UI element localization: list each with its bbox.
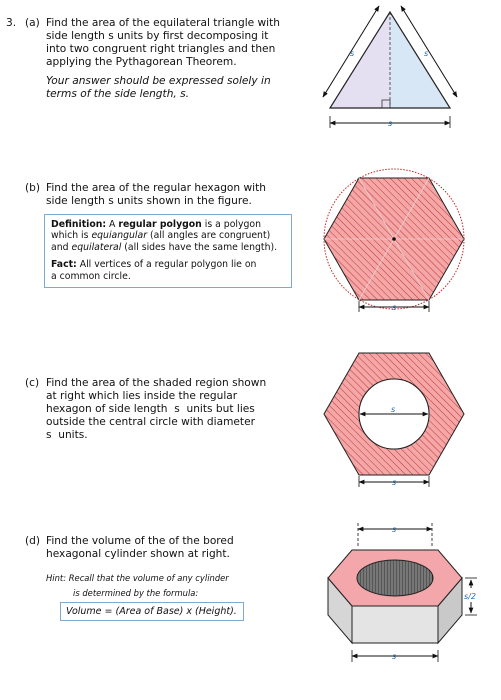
hint-line-1 <box>46 573 229 584</box>
fact-line-1 <box>51 259 291 270</box>
hint-label: Hint: <box>46 573 67 583</box>
diameter-label: s <box>391 405 396 414</box>
prism-front-face <box>352 606 438 643</box>
fact-line-2: a common circle. <box>51 270 131 282</box>
part-c-line: at right which lies inside the regular <box>46 390 238 402</box>
hint-line-2: is determined by the formula: <box>73 588 199 598</box>
part-b-label: (b) <box>25 182 40 194</box>
definition-text: A <box>109 219 116 230</box>
definition-line-3 <box>51 242 291 253</box>
height-label: s/2 <box>464 592 476 601</box>
part-a-label: (a) <box>25 17 40 29</box>
equilateral-triangle-figure <box>320 0 460 130</box>
hint-text: Recall that the volume of any cylinder <box>68 573 229 583</box>
part-d-line: Find the volume of the of the bored <box>46 535 234 547</box>
side-right-label: s <box>424 49 429 58</box>
definition-line-2 <box>51 230 291 241</box>
part-a-note-line: Your answer should be expressed solely in <box>46 75 271 87</box>
problem-number: 3. <box>6 17 17 29</box>
center-point <box>392 237 396 241</box>
part-a-line: side length s units by first decomposing it <box>46 30 269 42</box>
fact-heading: Fact: <box>51 259 77 271</box>
side-left-label: s <box>350 49 355 58</box>
hexagon-with-circle-figure <box>318 345 478 505</box>
part-c-label: (c) <box>25 377 40 389</box>
formula-text: Volume = (Area of Base) x (Height). <box>66 606 237 617</box>
base-label: s <box>392 478 397 487</box>
bore-hole <box>357 560 433 596</box>
equilateral-term: equilateral <box>71 241 122 253</box>
definition-text: (all angles are congruent) <box>150 230 271 242</box>
regular-polygon-term: regular polygon <box>118 219 202 230</box>
part-a-note-line: terms of the side length, s. <box>46 88 190 100</box>
part-b-line: Find the area of the regular hexagon with <box>46 182 266 194</box>
base-label: s <box>392 303 397 312</box>
part-c-line: outside the central circle with diameter <box>46 416 255 428</box>
top-label: s <box>392 525 397 534</box>
part-a-line: applying the Pythagorean Theorem. <box>46 56 237 68</box>
part-c-line: Find the area of the shaded region shown <box>46 377 267 389</box>
base-label: s <box>388 119 393 128</box>
part-d-label: (d) <box>25 535 40 547</box>
part-b-line: side length s units shown in the figure. <box>46 195 252 207</box>
part-c-line: s units. <box>46 429 88 441</box>
definition-heading: Definition: <box>51 219 107 230</box>
definition-line-1 <box>51 219 291 230</box>
bottom-label: s <box>392 652 397 661</box>
part-a-line: into two congruent right triangles and then <box>46 43 276 55</box>
definition-text: which is <box>51 230 89 242</box>
part-a-line: Find the area of the equilateral triangle with <box>46 17 280 29</box>
definition-text: (all sides have the same length). <box>124 241 278 253</box>
bored-hexagonal-prism-figure <box>318 518 483 668</box>
equiangular-term: equiangular <box>91 230 148 242</box>
definition-text: and <box>51 241 69 253</box>
fact-text: All vertices of a regular polygon lie on <box>79 259 257 271</box>
regular-hexagon-figure <box>318 163 478 323</box>
definition-box <box>44 214 292 288</box>
formula-box <box>60 602 244 621</box>
part-d-line: hexagonal cylinder shown at right. <box>46 548 230 560</box>
definition-text: is a polygon <box>204 219 261 230</box>
part-c-line: hexagon of side length s units but lies <box>46 403 255 415</box>
